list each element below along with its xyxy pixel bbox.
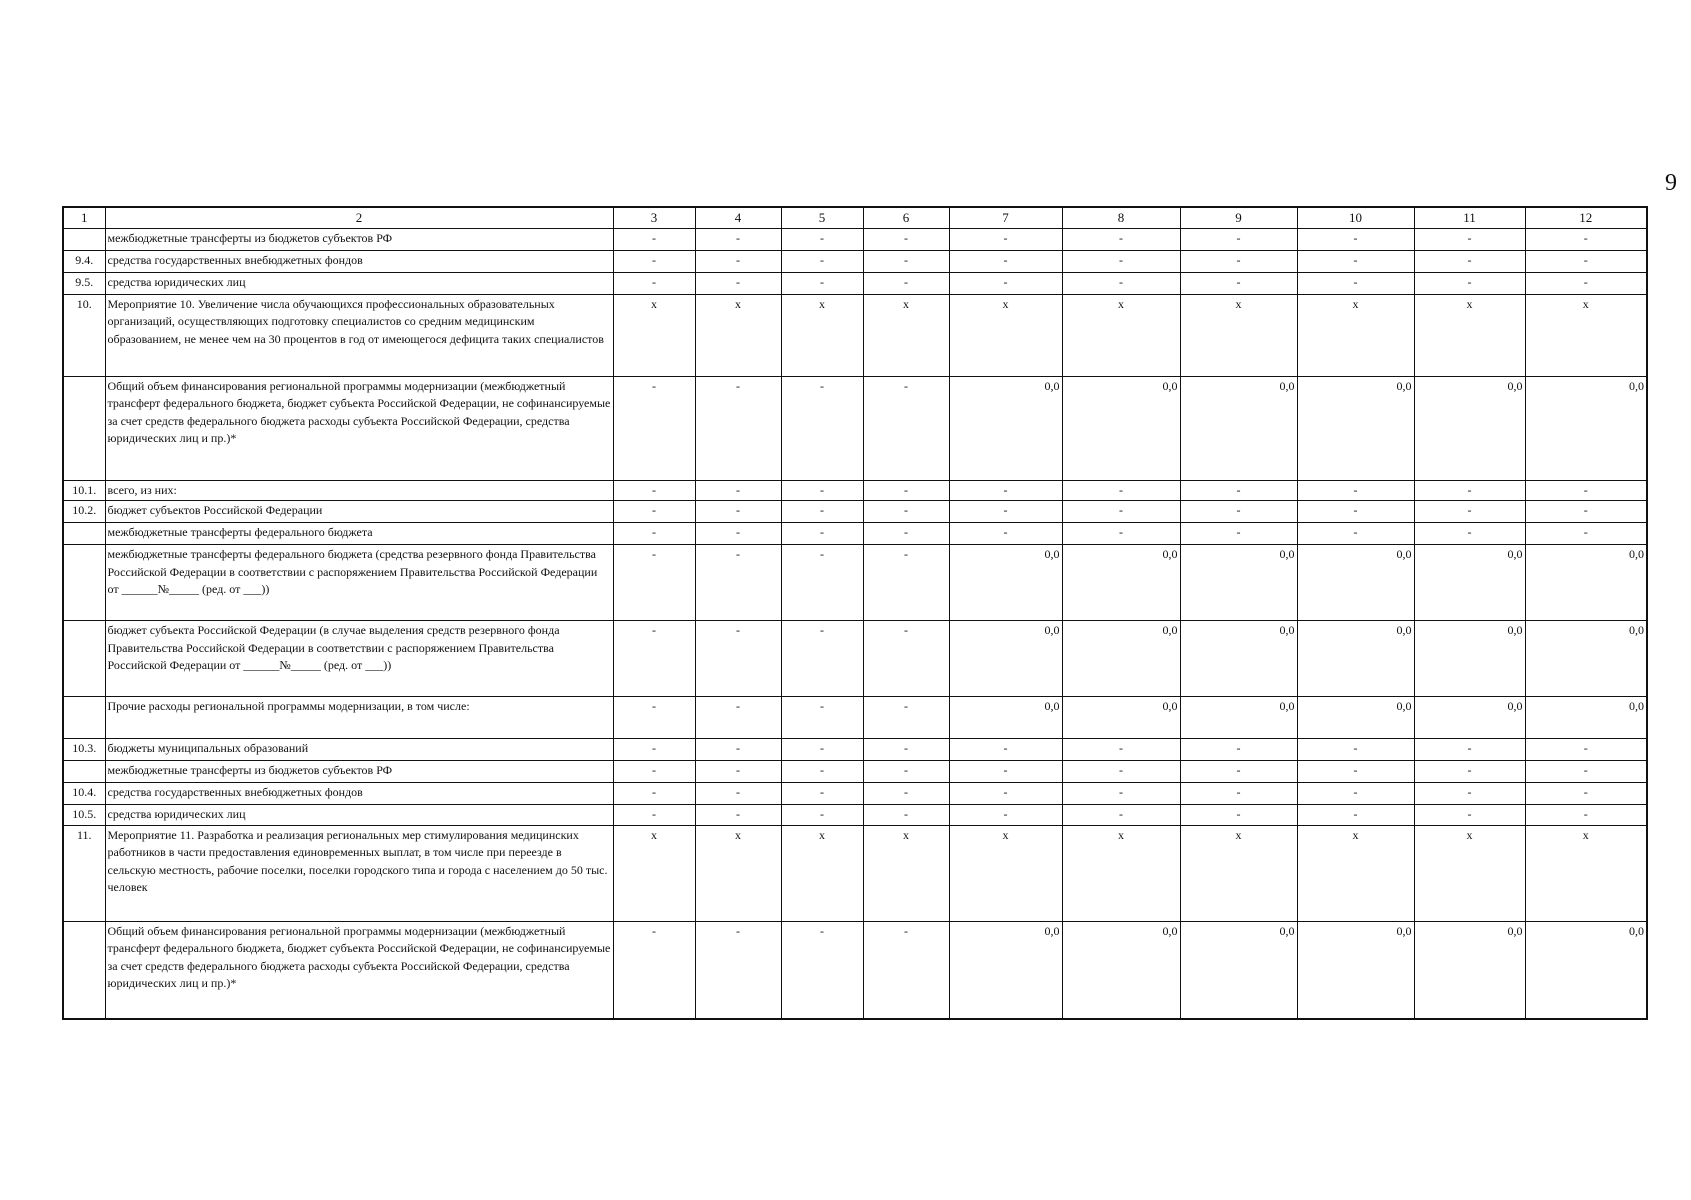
value-cell: - [613,921,695,1019]
table-row [63,376,1647,480]
row-description: Мероприятие 11. Разработка и реализация региональных мер стимулирования медицинских работников в части предоставления единовременных выплат, в том числе при переезде в сельскую местность, рабочие поселки, поселки городского типа и города с населением до 50 тыс. человек [105,825,613,921]
column-header: 7 [949,207,1062,228]
value-cell: x [863,294,949,376]
column-header: 8 [1062,207,1180,228]
value-cell: - [1525,501,1647,523]
row-description: межбюджетные трансферты из бюджетов субъектов РФ [105,761,613,783]
value-cell: - [613,523,695,545]
value-cell: 0,0 [1062,376,1180,480]
value-cell: - [781,545,863,621]
value-cell: - [1525,480,1647,501]
table-row [63,921,1647,1019]
table-row [63,294,1647,376]
row-description: межбюджетные трансферты федерального бюджета (средства резервного фонда Правительства Российской Федерации в соответствии с распоряжением Правительства Российской Федерации от ______№_____ (ред. от ___)) [105,545,613,621]
value-cell: - [1180,761,1297,783]
value-cell: 0,0 [949,545,1062,621]
value-cell: - [863,739,949,761]
value-cell: - [781,272,863,294]
row-number: 10.1. [63,480,105,501]
value-cell: - [1525,250,1647,272]
value-cell: - [695,739,781,761]
value-cell: 0,0 [1414,921,1525,1019]
value-cell: - [1525,739,1647,761]
value-cell: - [949,501,1062,523]
value-cell: - [613,272,695,294]
value-cell: - [781,250,863,272]
value-cell: - [1062,805,1180,826]
value-cell: - [1062,480,1180,501]
row-description: Общий объем финансирования региональной программы модернизации (межбюджетный трансферт федерального бюджета, бюджет субъекта Российской Федерации, не софинансируемые за счет средств федерального бюджета расходы субъекта Российской Федерации, средства юридических лиц и пр.)* [105,921,613,1019]
row-number: 11. [63,825,105,921]
row-description: Прочие расходы региональной программы модернизации, в том числе: [105,697,613,739]
value-cell: x [1180,825,1297,921]
value-cell: 0,0 [1180,376,1297,480]
row-description: бюджет субъекта Российской Федерации (в случае выделения средств резервного фонда Правительства Российской Федерации в соответствии с распоряжением Правительства Российской Федерации от ______№_____ (ред. от ___)) [105,621,613,697]
value-cell: x [1297,294,1414,376]
value-cell: 0,0 [1525,697,1647,739]
value-cell: - [695,761,781,783]
value-cell: 0,0 [949,921,1062,1019]
row-number: 9.5. [63,272,105,294]
value-cell: - [1414,480,1525,501]
column-header: 12 [1525,207,1647,228]
table-row [63,480,1647,501]
value-cell: - [1525,228,1647,250]
value-cell: - [1525,805,1647,826]
value-cell: x [949,825,1062,921]
value-cell: - [695,805,781,826]
value-cell: - [863,783,949,805]
value-cell: - [781,376,863,480]
value-cell: - [949,783,1062,805]
value-cell: x [1525,825,1647,921]
value-cell: x [1062,825,1180,921]
value-cell: - [863,501,949,523]
value-cell: - [1297,501,1414,523]
value-cell: - [1062,783,1180,805]
value-cell: - [863,621,949,697]
value-cell: - [613,697,695,739]
value-cell: - [863,480,949,501]
column-header: 6 [863,207,949,228]
row-description: средства юридических лиц [105,805,613,826]
value-cell: - [695,545,781,621]
row-description: средства государственных внебюджетных фондов [105,250,613,272]
row-number [63,545,105,621]
value-cell: 0,0 [1297,621,1414,697]
value-cell: - [863,376,949,480]
value-cell: x [613,825,695,921]
row-number [63,921,105,1019]
value-cell: - [1297,480,1414,501]
row-description: Общий объем финансирования региональной программы модернизации (межбюджетный трансферт федерального бюджета, бюджет субъекта Российской Федерации, не софинансируемые за счет средств федерального бюджета расходы субъекта Российской Федерации, средства юридических лиц и пр.)* [105,376,613,480]
value-cell: x [1180,294,1297,376]
table-row [63,250,1647,272]
value-cell: - [949,739,1062,761]
page-number: 9 [1665,170,1677,196]
row-number [63,523,105,545]
value-cell: - [863,228,949,250]
value-cell: x [863,825,949,921]
value-cell: - [1414,272,1525,294]
value-cell: - [1180,783,1297,805]
row-description: бюджет субъектов Российской Федерации [105,501,613,523]
value-cell: - [863,805,949,826]
value-cell: - [949,805,1062,826]
value-cell: 0,0 [1414,376,1525,480]
column-header: 3 [613,207,695,228]
value-cell: 0,0 [1297,545,1414,621]
value-cell: - [1180,739,1297,761]
row-number [63,697,105,739]
row-description: бюджеты муниципальных образований [105,739,613,761]
value-cell: - [1297,250,1414,272]
value-cell: 0,0 [1525,921,1647,1019]
value-cell: 0,0 [949,376,1062,480]
value-cell: - [695,621,781,697]
value-cell: - [1525,761,1647,783]
value-cell: - [613,501,695,523]
value-cell: - [1062,501,1180,523]
value-cell: - [1180,228,1297,250]
row-number: 10.3. [63,739,105,761]
value-cell: - [1180,523,1297,545]
value-cell: - [1062,272,1180,294]
value-cell: - [613,228,695,250]
value-cell: - [1297,272,1414,294]
value-cell: - [949,480,1062,501]
table-header-row [63,207,1647,228]
row-description: межбюджетные трансферты федерального бюджета [105,523,613,545]
value-cell: - [695,523,781,545]
value-cell: - [695,250,781,272]
value-cell: - [1297,761,1414,783]
row-number [63,621,105,697]
value-cell: - [949,272,1062,294]
financing-table [62,206,1648,1020]
table-row [63,621,1647,697]
value-cell: - [1062,739,1180,761]
value-cell: - [863,250,949,272]
value-cell: - [781,501,863,523]
column-header: 11 [1414,207,1525,228]
value-cell: - [695,783,781,805]
value-cell: - [781,739,863,761]
column-header: 1 [63,207,105,228]
value-cell: - [613,761,695,783]
value-cell: - [1062,523,1180,545]
value-cell: - [1414,805,1525,826]
value-cell: 0,0 [1525,376,1647,480]
value-cell: - [695,228,781,250]
value-cell: - [1180,480,1297,501]
column-header: 2 [105,207,613,228]
value-cell: - [1297,739,1414,761]
table-row [63,272,1647,294]
table-row [63,761,1647,783]
table-row [63,825,1647,921]
value-cell: - [695,376,781,480]
value-cell: - [949,250,1062,272]
row-description: средства государственных внебюджетных фондов [105,783,613,805]
table-row [63,228,1647,250]
value-cell: - [863,697,949,739]
value-cell: - [1525,783,1647,805]
value-cell: - [781,480,863,501]
table-row [63,805,1647,826]
value-cell: - [613,545,695,621]
row-description: средства юридических лиц [105,272,613,294]
value-cell: - [695,501,781,523]
value-cell: - [1062,761,1180,783]
value-cell: - [1414,501,1525,523]
row-number: 10.4. [63,783,105,805]
value-cell: x [1414,825,1525,921]
row-description: всего, из них: [105,480,613,501]
value-cell: 0,0 [1525,545,1647,621]
value-cell: - [1297,228,1414,250]
value-cell: - [863,921,949,1019]
value-cell: - [781,921,863,1019]
row-number [63,376,105,480]
value-cell: - [1180,501,1297,523]
value-cell: - [613,621,695,697]
value-cell: - [695,480,781,501]
value-cell: - [695,697,781,739]
column-header: 4 [695,207,781,228]
value-cell: 0,0 [1062,545,1180,621]
value-cell: - [863,545,949,621]
row-number: 10. [63,294,105,376]
value-cell: - [781,805,863,826]
column-header: 9 [1180,207,1297,228]
value-cell: x [613,294,695,376]
row-number: 9.4. [63,250,105,272]
table-row [63,783,1647,805]
value-cell: x [949,294,1062,376]
value-cell: - [1414,523,1525,545]
value-cell: 0,0 [1297,921,1414,1019]
value-cell: x [1062,294,1180,376]
value-cell: 0,0 [1414,697,1525,739]
value-cell: - [1414,783,1525,805]
value-cell: - [1414,228,1525,250]
value-cell: 0,0 [1297,697,1414,739]
row-number [63,761,105,783]
value-cell: - [1414,739,1525,761]
row-number [63,228,105,250]
value-cell: 0,0 [1180,621,1297,697]
value-cell: - [1297,805,1414,826]
value-cell: - [1180,805,1297,826]
table-row [63,739,1647,761]
value-cell: - [1180,250,1297,272]
value-cell: x [781,825,863,921]
value-cell: - [863,523,949,545]
value-cell: - [949,761,1062,783]
value-cell: 0,0 [1180,697,1297,739]
value-cell: - [613,376,695,480]
value-cell: 0,0 [1062,921,1180,1019]
value-cell: 0,0 [1180,921,1297,1019]
value-cell: - [1297,783,1414,805]
value-cell: - [1297,523,1414,545]
value-cell: 0,0 [1414,621,1525,697]
value-cell: - [781,621,863,697]
value-cell: - [781,783,863,805]
value-cell: 0,0 [1180,545,1297,621]
value-cell: 0,0 [1297,376,1414,480]
value-cell: - [1525,523,1647,545]
column-header: 5 [781,207,863,228]
row-description: Мероприятие 10. Увеличение числа обучающихся профессиональных образовательных организаций, осуществляющих подготовку специалистов со средним медицинским образованием, не менее чем на 30 процентов в год от имеющегося дефицита таких специалистов [105,294,613,376]
table-row [63,501,1647,523]
value-cell: - [613,250,695,272]
value-cell: - [863,272,949,294]
value-cell: - [781,228,863,250]
value-cell: - [695,921,781,1019]
value-cell: - [1414,250,1525,272]
value-cell: - [781,523,863,545]
value-cell: x [1525,294,1647,376]
value-cell: - [1062,228,1180,250]
table-row [63,523,1647,545]
value-cell: - [613,783,695,805]
value-cell: - [949,228,1062,250]
value-cell: - [1414,761,1525,783]
value-cell: - [613,805,695,826]
value-cell: x [1297,825,1414,921]
value-cell: - [781,697,863,739]
value-cell: 0,0 [1525,621,1647,697]
value-cell: 0,0 [949,621,1062,697]
value-cell: - [949,523,1062,545]
row-number: 10.2. [63,501,105,523]
value-cell: - [1525,272,1647,294]
row-number: 10.5. [63,805,105,826]
value-cell: 0,0 [1414,545,1525,621]
value-cell: - [1180,272,1297,294]
value-cell: - [613,739,695,761]
value-cell: x [695,825,781,921]
table-row [63,697,1647,739]
value-cell: x [1414,294,1525,376]
value-cell: - [695,272,781,294]
column-header: 10 [1297,207,1414,228]
value-cell: x [781,294,863,376]
value-cell: 0,0 [1062,697,1180,739]
value-cell: - [1062,250,1180,272]
value-cell: 0,0 [1062,621,1180,697]
value-cell: - [863,761,949,783]
row-description: межбюджетные трансферты из бюджетов субъектов РФ [105,228,613,250]
table-row [63,545,1647,621]
value-cell: 0,0 [949,697,1062,739]
value-cell: - [613,480,695,501]
value-cell: - [781,761,863,783]
value-cell: x [695,294,781,376]
